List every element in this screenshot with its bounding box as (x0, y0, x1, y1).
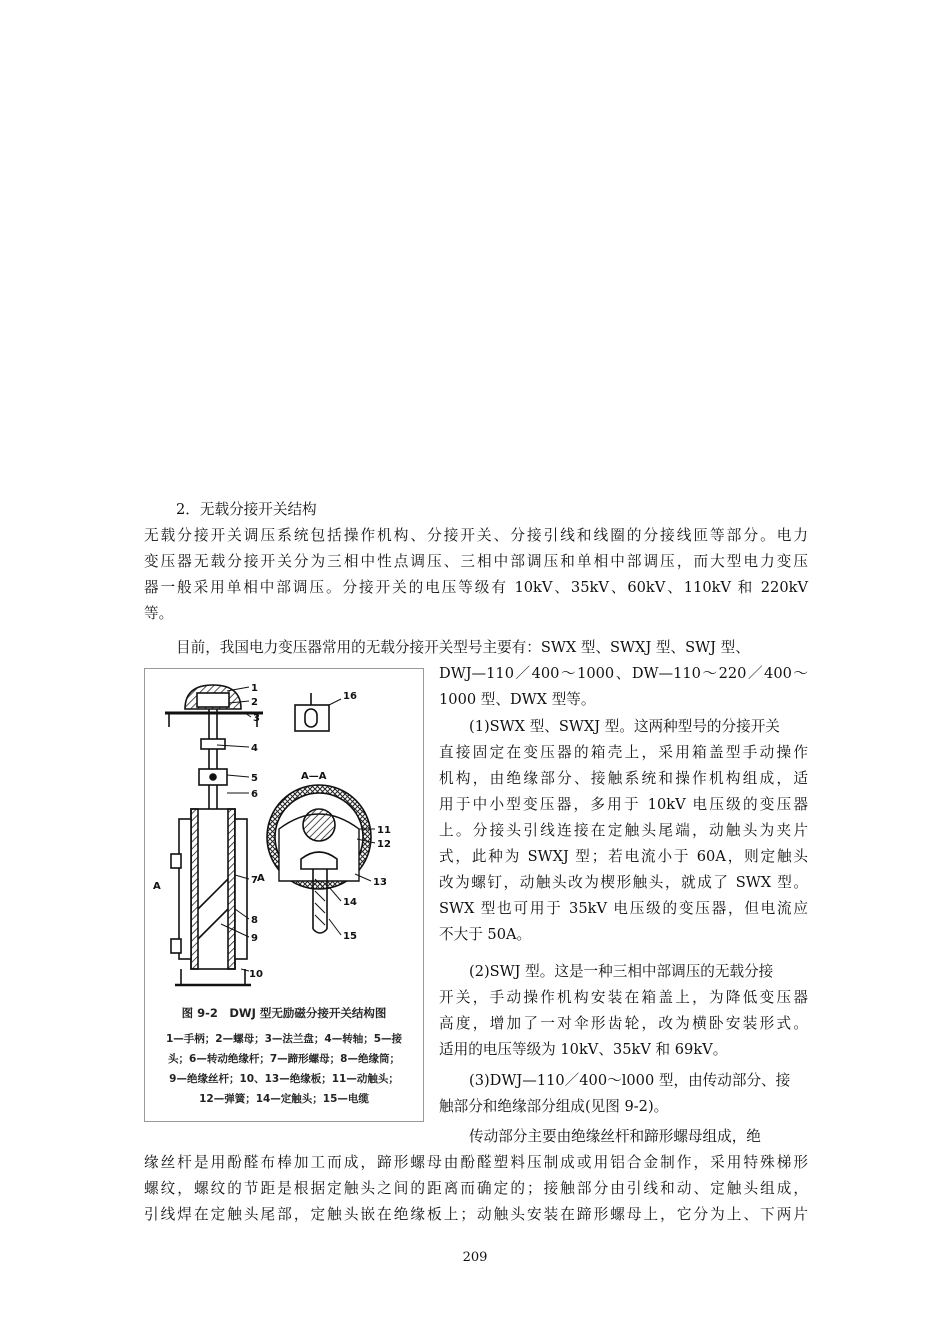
paragraph-1-line-4: 等。 (144, 605, 174, 622)
part-label-16: 16 (343, 691, 357, 702)
part-label-1: 1 (251, 683, 258, 694)
part-label-13: 13 (373, 877, 387, 888)
part-label-4: 4 (251, 743, 258, 754)
paragraph-2-line-3: 1000 型、DWX 型等。 (439, 691, 596, 708)
part-label-9: 9 (251, 933, 258, 944)
figure-legend-line-1: 1—手柄；2—螺母；3—法兰盘；4—转轴；5—接 (165, 1033, 403, 1045)
paragraph-3-line-2: 直接固定在变压器的箱壳上，采用箱盖型手动操作 (439, 744, 808, 761)
paragraph-1-line-3: 器一般采用单相中部调压。分接开关的电压等级有 10kV、35kV、60kV、110kV 和 220kV (144, 579, 808, 596)
paragraph-4-line-3: 高度，增加了一对伞形齿轮，改为横卧安装形式。 (439, 1015, 808, 1032)
part-label-5: 5 (251, 773, 258, 784)
section-heading: 2．无载分接开关结构 (176, 501, 317, 518)
part-label-3: 3 (253, 713, 260, 724)
paragraph-3-line-3: 机构，由绝缘部分、接触系统和操作机构组成，适 (439, 770, 808, 787)
part-label-12: 12 (377, 839, 391, 850)
paragraph-1-line-1: 无载分接开关调压系统包括操作机构、分接开关、分接引线和线圈的分接线匝等部分。电力 (144, 527, 808, 544)
paragraph-3-line-8: SWX 型也可用于 35kV 电压级的变压器，但电流应 (439, 900, 808, 917)
paragraph-6-line-4: 引线焊在定触头尾部，定触头嵌在绝缘板上；动触头安装在蹄形螺母上，它分为上、下两片 (144, 1206, 808, 1223)
paragraph-6-line-3: 螺纹，螺纹的节距是根据定触头之间的距离而确定的；接触部分由引线和动、定触头组成， (144, 1180, 808, 1197)
paragraph-3-line-9: 不大于 50A。 (439, 926, 532, 943)
part-label-14: 14 (343, 897, 357, 908)
figure-legend-line-3: 9—绝缘丝杆；10、13—绝缘板；11—动触头； (169, 1073, 399, 1085)
figure-9-2 (144, 668, 424, 1122)
cut-mark-left: A (153, 881, 161, 892)
paragraph-2-line-1: 目前，我国电力变压器常用的无载分接开关型号主要有：SWX 型、SWXJ 型、SWJ 型、 (176, 639, 750, 656)
switch-structure-drawing (145, 669, 423, 999)
page-number: 209 (462, 1250, 488, 1265)
part-label-11: 11 (377, 825, 391, 836)
section-label-aa: A—A (301, 771, 327, 782)
part-label-10: 10 (249, 969, 263, 980)
paragraph-3-line-7: 改为螺钉，动触头改为楔形触头，就成了 SWX 型。 (439, 874, 808, 891)
paragraph-5-line-1: (3)DWJ—110／400～l000 型，由传动部分、接 (469, 1072, 791, 1089)
part-label-6: 6 (251, 789, 258, 800)
paragraph-6-line-2: 缘丝杆是用酚醛布棒加工而成，蹄形螺母由酚醛塑料压制成或用铝合金制作，采用特殊梯形 (144, 1154, 808, 1171)
figure-caption-title: 图 9-2 DWJ 型无励磁分接开关结构图 (181, 1006, 387, 1020)
paragraph-3-line-1: (1)SWX 型、SWXJ 型。这两种型号的分接开关 (469, 718, 780, 735)
paragraph-4-line-1: (2)SWJ 型。这是一种三相中部调压的无载分接 (469, 963, 774, 980)
figure-legend-line-2: 头；6—转动绝缘杆；7—蹄形螺母；8—绝缘筒； (168, 1053, 400, 1065)
cut-mark-right: A (257, 873, 265, 884)
paragraph-5-line-2: 触部分和绝缘部分组成(见图 9-2)。 (439, 1098, 669, 1115)
paragraph-6-line-1: 传动部分主要由绝缘丝杆和蹄形螺母组成，绝 (469, 1128, 761, 1145)
paragraph-3-line-6: 式，此种为 SWXJ 型；若电流小于 60A，则定触头 (439, 848, 808, 865)
paragraph-1-line-2: 变压器无载分接开关分为三相中性点调压、三相中部调压和单相中部调压，而大型电力变压 (144, 553, 808, 570)
paragraph-3-line-4: 用于中小型变压器，多用于 10kV 电压级的变压器 (439, 796, 808, 813)
paragraph-4-line-2: 开关，手动操作机构安装在箱盖上，为降低变压器 (439, 989, 808, 1006)
paragraph-4-line-4: 适用的电压等级为 10kV、35kV 和 69kV。 (439, 1041, 728, 1058)
paragraph-2-line-2: DWJ—110／400～1000、DW—110～220／400～ (439, 665, 808, 682)
figure-legend-line-4: 12—弹簧；14—定触头；15—电缆 (199, 1093, 369, 1105)
part-label-7: 7 (251, 875, 258, 886)
paragraph-3-line-5: 上。分接头引线连接在定触头尾端，动触头为夹片 (439, 822, 808, 839)
part-label-8: 8 (251, 915, 258, 926)
part-label-15: 15 (343, 931, 357, 942)
part-label-2: 2 (251, 697, 258, 708)
